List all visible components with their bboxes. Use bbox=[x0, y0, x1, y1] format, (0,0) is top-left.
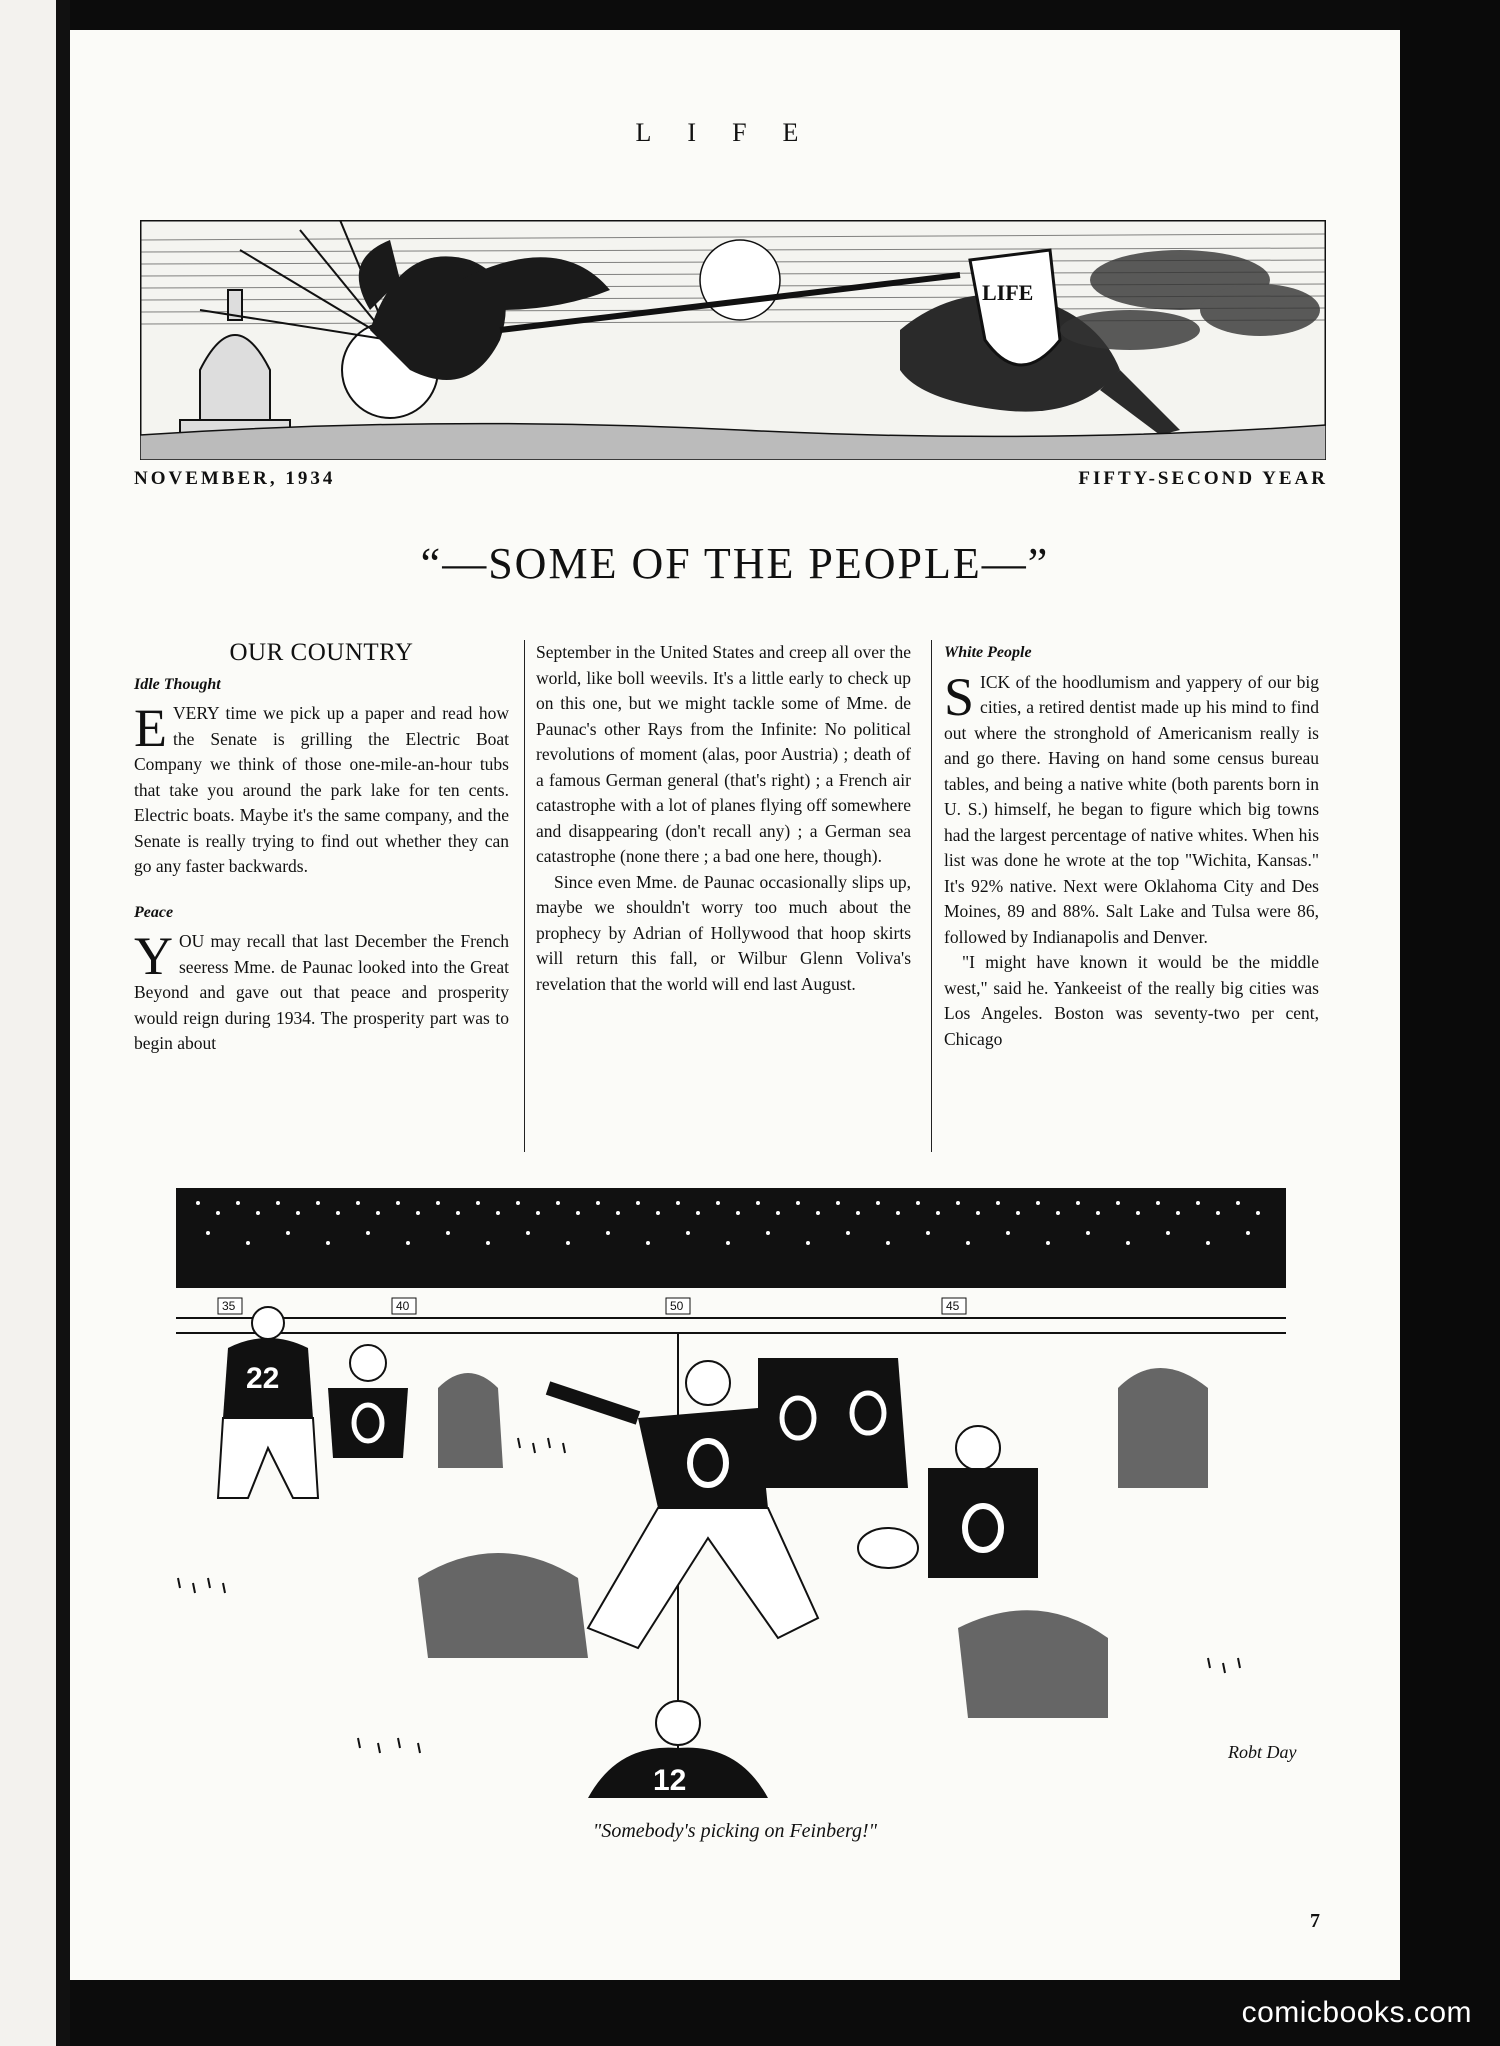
cartoon-caption: "Somebody's picking on Feinberg!" bbox=[592, 1820, 878, 1842]
yard-marker: 50 bbox=[670, 1299, 684, 1313]
player-right-drawing bbox=[928, 1426, 1038, 1578]
magazine-page bbox=[70, 30, 1400, 1980]
paragraph: EVERY time we pick up a paper and read how the Senate is grilling the Electric Boat Company we think of those one-mile-an-hour tubs that take you around the park lake for ten cents. Electric boats. Maybe it's the same company, and the Senate is really trying to find out whether they can go any faster backwards. bbox=[134, 698, 509, 876]
column-one bbox=[134, 640, 509, 1158]
yard-marker: 35 bbox=[222, 1299, 236, 1313]
article-columns bbox=[134, 640, 1326, 1158]
masthead-title: LIFE bbox=[635, 118, 835, 147]
facing-page-edge bbox=[0, 0, 60, 2046]
artist-signature: Robt Day bbox=[1228, 1742, 1297, 1762]
drop-cap: S bbox=[944, 666, 975, 727]
drop-cap: E bbox=[134, 698, 167, 758]
page-gutter bbox=[56, 0, 70, 2046]
football-drawing bbox=[858, 1528, 918, 1568]
paragraph: YOU may recall that last December the French seeress Mme. de Paunac looked into the Great Beyond and gave out that peace and prosperity would reign during 1934. The prosperity part was to begin about bbox=[134, 926, 509, 1053]
player-o-jersey-drawing bbox=[328, 1345, 408, 1458]
scan-background bbox=[1400, 0, 1500, 2046]
page-number: 7 bbox=[1310, 1910, 1320, 1932]
player-crawling-drawing bbox=[418, 1553, 588, 1658]
jersey-number: 22 bbox=[246, 1362, 280, 1395]
column-divider bbox=[524, 640, 525, 1152]
yard-marker: 40 bbox=[396, 1299, 410, 1313]
column-divider bbox=[931, 640, 932, 1152]
shield-text: LIFE bbox=[982, 280, 1034, 305]
article-headline: “—SOME OF THE PEOPLE—” bbox=[420, 539, 1050, 588]
player-22-drawing bbox=[218, 1307, 318, 1498]
subhead-peace: Peace bbox=[134, 903, 174, 921]
drop-cap: Y bbox=[134, 926, 173, 986]
paragraph: "I might have known it would be the middle west," said he. Yankeeist of the really big cities was Los Angeles. Boston was seventy-two per cent, Chicago bbox=[944, 952, 1319, 1049]
banner-illustration bbox=[140, 220, 1326, 460]
column-three bbox=[944, 640, 1319, 1158]
player-standing-drawing bbox=[1118, 1368, 1208, 1488]
issue-date: NOVEMBER, 1934 bbox=[134, 468, 336, 489]
paragraph: SICK of the hoodlumism and yappery of our big cities, a retired dentist made up his mind to find out where the stronghold of Americanism really is and go there. Having on hand some census bureau tables, and being a native white (both parents born in U. S.) himself, he began to figure which big towns had the largest percentage of native whites. When his list was done he wrote at the top "Wichita, Kansas." It's 92% native. Next were Oklahoma City and Des Moines, 89 and 88%. Salt Lake and Tulsa were 86, followed by Indianapolis and Denver. bbox=[944, 666, 1319, 947]
player-12-drawing bbox=[588, 1701, 768, 1798]
volume-year: FIFTY-SECOND YEAR bbox=[1078, 468, 1328, 489]
player-crouching-drawing bbox=[958, 1610, 1108, 1718]
player-back-drawing bbox=[758, 1358, 908, 1488]
yard-marker: 45 bbox=[946, 1299, 960, 1313]
column-two bbox=[536, 640, 911, 1158]
section-title: OUR COUNTRY bbox=[229, 639, 414, 666]
subhead-white-people: White People bbox=[944, 644, 1032, 661]
paragraph: September in the United States and creep all over the world, like boll weevils. It's a little early to check up on this one, but we might tackle some of Mme. de Paunac's other Rays from the Infinite: No political revolutions of moment (alas, poor Austria) ; death of a famous German general (that's right) ; a French air catastrophe with a lot of planes flying off somewhere and disappearing (don't recall any) ; a German sea catastrophe (none there ; a bad one here, though). bbox=[536, 642, 911, 866]
player-speckled-drawing bbox=[438, 1373, 503, 1468]
jersey-number: 12 bbox=[653, 1764, 687, 1797]
football-cartoon bbox=[118, 1158, 1348, 1798]
subhead-idle-thought: Idle Thought bbox=[134, 675, 221, 693]
watermark: comicbooks.com bbox=[1241, 1996, 1472, 2029]
paragraph: Since even Mme. de Paunac occasionally slips up, maybe we shouldn't worry too much about the prophecy by Adrian of Hollywood that hoop skirts will return this fall, or Wilbur Glenn Voliva's revelation that the world will end last August. bbox=[536, 871, 911, 994]
